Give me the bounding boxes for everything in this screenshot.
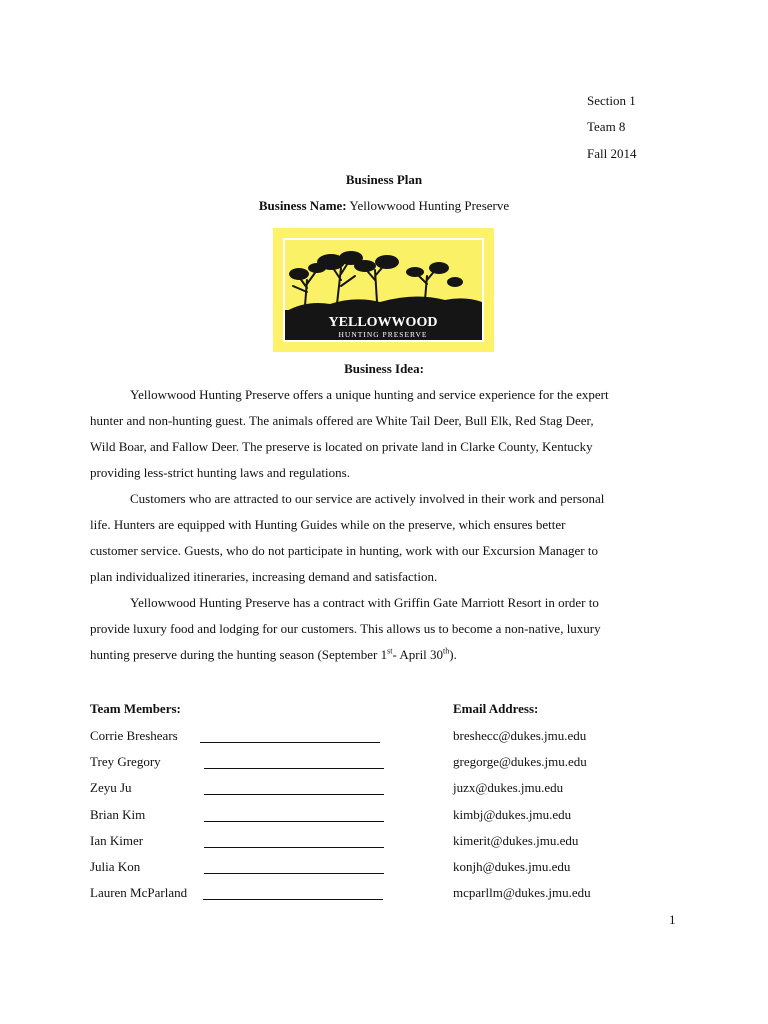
member-name: Ian Kimer [90, 832, 144, 848]
paragraph: Yellowwood Hunting Preserve offers a unique hunting and service experience for the expert [130, 387, 609, 402]
signature-line [204, 821, 384, 822]
member-email: juzx@dukes.jmu.edu [453, 780, 564, 796]
business-idea-heading: Business Idea: [344, 361, 424, 376]
paragraph: Yellowwood Hunting Preserve has a contract with Griffin Gate Marriott Resort in order to [130, 595, 599, 610]
season-line: hunting preserve during the hunting season (September 1st- April 30th). [90, 646, 457, 662]
signature-line [204, 768, 384, 769]
business-name-label: Business Name: [258, 198, 347, 213]
member-name: Zeyu Ju [90, 780, 132, 796]
member-email: kimbj@dukes.jmu.edu [453, 806, 572, 822]
signature-line [203, 899, 383, 900]
tree-silhouette-icon [285, 240, 482, 340]
business-name-line [0, 198, 768, 214]
member-email: kimerit@dukes.jmu.edu [453, 832, 579, 848]
section-label: Section 1 [587, 93, 636, 108]
member-name: Brian Kim [90, 806, 146, 822]
member-email: gregorge@dukes.jmu.edu [453, 754, 587, 770]
document-title: Business Plan [345, 172, 423, 187]
email-address-heading: Email Address: [453, 701, 539, 716]
team-label: Team 8 [587, 119, 626, 134]
signature-line [204, 847, 384, 848]
yellowwood-logo [273, 228, 494, 352]
logo-panel [283, 238, 484, 342]
member-name: Corrie Breshears [90, 728, 178, 743]
member-name: Lauren McParland [90, 885, 188, 901]
logo-title: YELLOWWOOD [328, 315, 438, 330]
business-name-value: Yellowwood Hunting Preserve [349, 198, 510, 213]
term-label: Fall 2014 [587, 146, 637, 161]
team-members-heading: Team Members: [90, 701, 181, 716]
member-name: Trey Gregory [90, 754, 161, 770]
page-number: 1 [669, 912, 676, 927]
paragraph: Customers who are attracted to our service are actively involved in their work and personal [130, 491, 605, 506]
signature-line [200, 742, 380, 743]
logo-subtitle: HUNTING PRESERVE [338, 330, 428, 339]
member-email: breshecc@dukes.jmu.edu [453, 728, 587, 743]
member-name: Julia Kon [90, 859, 141, 874]
signature-line [204, 794, 384, 795]
business-idea-body: Yellowwood Hunting Preserve offers a unique hunting and service experience for the expert hunter and non-hunting guest. The animals offered are White Tail Deer, Bull Elk, Red Stag Deer, Wild Boar, and Fallow Deer. The preserve is located on private land in Clarke County, Kentucky providing less-strict hunting laws and regulations. Customers who are attracted to our service are actively involved in their work and personal life. Hunters are equipped with Hunting Guides while on the preserve, which ensures better customer service. Guests, who do not participate in hunting, work with our Excursion Manager to plan individualized itineraries, increasing demand and satisfaction. Yellowwood Hunting Preserve has a contract with Griffin Gate Marriott Resort in order to provide luxury food and lodging for our customers. This allows us to become a non-native, luxury hunting preserve during the hunting season (September 1st- April 30th). [90, 382, 678, 668]
member-email: mcparllm@dukes.jmu.edu [453, 885, 591, 901]
signature-line [204, 873, 384, 874]
member-email: konjh@dukes.jmu.edu [453, 859, 571, 874]
